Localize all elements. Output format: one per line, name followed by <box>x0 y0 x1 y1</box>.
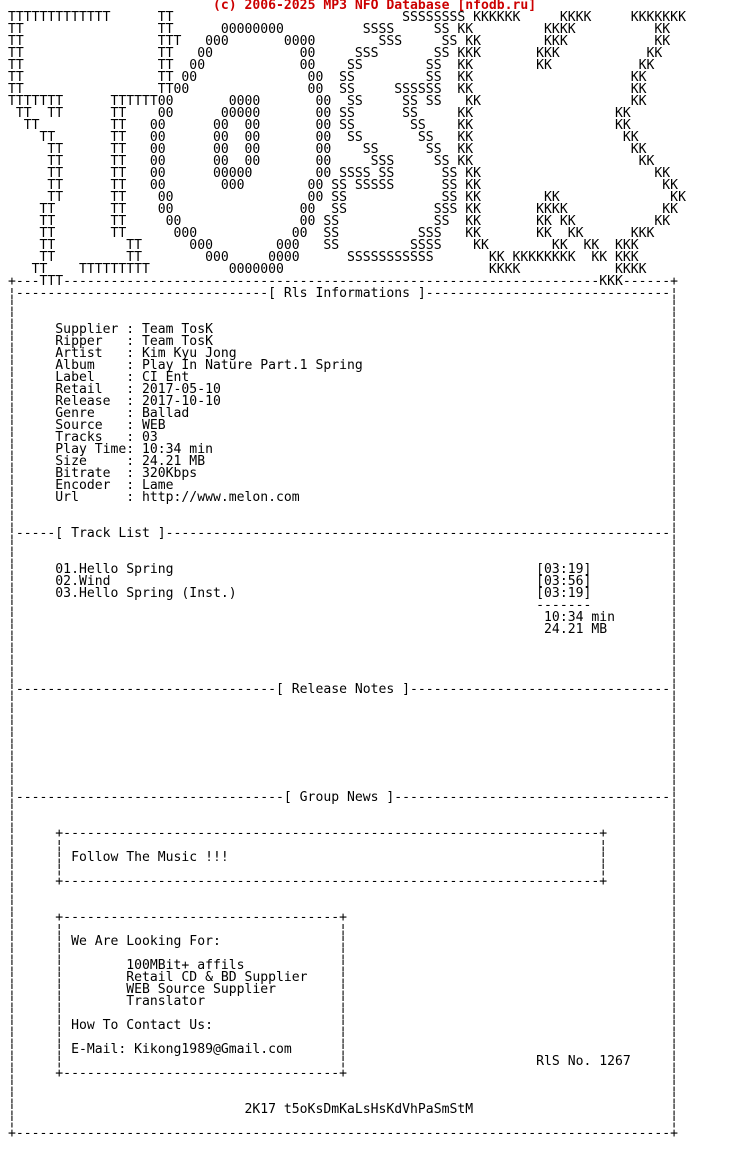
nfo-line: ¦ Artist : Kim Kyu Jong ¦ <box>8 346 679 361</box>
nfo-line: TT TT 00000000 SSSS SS KK KKKK KK <box>8 22 671 37</box>
nfo-line: ¦ ¦ <box>8 646 679 661</box>
nfo-line: ¦ Label : CI Ent ¦ <box>8 370 679 385</box>
nfo-line: +---TTT--------------------------------------------------------------------KKK------+ <box>8 274 679 289</box>
nfo-line: ¦ Album : Play In Nature Part.1 Spring ¦ <box>8 358 679 373</box>
nfo-line: ¦ ¦ <box>8 898 679 913</box>
nfo-line: ¦ ¦ <box>8 718 679 733</box>
nfo-line: ¦ ¦ <box>8 670 679 685</box>
nfo-line: +-----------------------------------------------------------------------------------+ <box>8 1126 679 1141</box>
nfo-line: ¦ ¦ <box>8 310 679 325</box>
nfo-line: ¦ ¦ Retail CD & BD Supplier ¦ ¦ <box>8 970 679 985</box>
nfo-line: ¦ ¦ <box>8 802 679 817</box>
nfo-line: ¦ ¦ <box>8 706 679 721</box>
nfo-line: ¦ ¦ WEB Source Supplier ¦ ¦ <box>8 982 679 997</box>
nfo-line: ¦---------------------------------[ Release Notes ]---------------------------------¦ <box>8 682 679 697</box>
nfo-line: TT TT 00 00000 00 SSSS SS SS KK KK <box>8 166 671 181</box>
nfo-line: ¦ ¦ We Are Looking For: ¦ ¦ <box>8 934 679 949</box>
nfo-line: TT TT TT 00 00000 00 SS SS KK KK <box>8 106 631 121</box>
nfo-line: ¦ ¦ <box>8 1090 679 1105</box>
nfo-line: ¦ Retail : 2017-05-10 ¦ <box>8 382 679 397</box>
nfo-line: ¦ Bitrate : 320Kbps ¦ <box>8 466 679 481</box>
nfo-line: ¦ ¦ <box>8 658 679 673</box>
nfo-line: ¦ ¦ Follow The Music !!! ¦ ¦ <box>8 850 679 865</box>
nfo-line: ¦ ¦ Translator ¦ ¦ <box>8 994 679 1009</box>
nfo-line: ¦ 2K17 t5oKsDmKaLsHsKdVhPaSmStM ¦ <box>8 1102 679 1117</box>
nfo-line: TT TT 00 00 SS SS KK KK KK KK <box>8 214 671 229</box>
nfo-line: ¦ ¦ <box>8 298 679 313</box>
nfo-line: ¦ ¦ ¦ ¦ <box>8 922 679 937</box>
nfo-line: ¦ ¦ <box>8 814 679 829</box>
nfo-line: ¦ ¦ ¦ ¦ <box>8 1030 679 1045</box>
nfo-line: ¦ ¦ <box>8 634 679 649</box>
nfo-line: TTTTTTTTTTTTT TT SSSSSSSS KKKKKK KKKK KKKKKKK <box>8 10 686 25</box>
nfo-line: ¦ Size : 24.21 MB ¦ <box>8 454 679 469</box>
nfo-line: TT TT 00 00 SS SS KK KK <box>8 70 647 85</box>
nfo-line: ¦--------------------------------[ Rls Informations ]-------------------------------¦ <box>8 286 679 301</box>
nfo-line: ¦ ¦ ¦ ¦ <box>8 862 679 877</box>
nfo-line: ¦ ¦ <box>8 514 679 529</box>
nfo-body <box>8 12 686 1140</box>
nfo-line: TT TTTTTTTTT 0000000 KKKK KKKK <box>8 262 647 277</box>
nfo-line: ¦ ¦ ¦ RlS No. 1267 ¦ <box>8 1054 679 1069</box>
nfo-line: ¦ 24.21 MB ¦ <box>8 622 679 637</box>
nfo-line: ¦ ¦ ¦ ¦ <box>8 1006 679 1021</box>
nfo-line: ¦ ¦ <box>8 1114 679 1129</box>
nfo-line: ¦ ¦ <box>8 766 679 781</box>
nfo-line: ¦ +-----------------------------------+ ¦ <box>8 910 679 925</box>
nfo-line: ¦ ------- ¦ <box>8 598 679 613</box>
nfo-line: ¦ Play Time: 10:34 min ¦ <box>8 442 679 457</box>
nfo-line: TT TT 000 00 SS SSS KK KK KK KKK <box>8 226 655 241</box>
nfo-line: ¦ Source : WEB ¦ <box>8 418 679 433</box>
nfo-document <box>8 0 686 1140</box>
nfo-line: TT TT 00 00 SS SS KK KK KK <box>8 58 655 73</box>
banner-copyright: (c) 2006-2025 MP3 NFO Database [nfodb.ru] <box>212 0 537 13</box>
nfo-line: TT TT 00 00 00 00 SS SS KK KK <box>8 118 631 133</box>
nfo-line: ¦ ¦ How To Contact Us: ¦ ¦ <box>8 1018 679 1033</box>
nfo-line: TT TT 00 00 SSS SS KKK KKK KK <box>8 46 663 61</box>
nfo-line: ¦ Tracks : 03 ¦ <box>8 430 679 445</box>
nfo-line: ¦ 10:34 min ¦ <box>8 610 679 625</box>
nfo-line: ¦ 03.Hello Spring (Inst.) [03:19] ¦ <box>8 586 679 601</box>
nfo-line: ¦----------------------------------[ Group News ]-----------------------------------¦ <box>8 790 679 805</box>
nfo-line: TT TTT 000 0000 SSS SS KK KKK KK <box>8 34 671 49</box>
nfo-line: ¦ 01.Hello Spring [03:19] ¦ <box>8 562 679 577</box>
nfo-line: ¦ ¦ <box>8 538 679 553</box>
nfo-line: ¦ 02.Wind [03:56] ¦ <box>8 574 679 589</box>
nfo-line: ¦ Ripper : Team TosK ¦ <box>8 334 679 349</box>
nfo-line: ¦ ¦ E-Mail: Kikong1989@Gmail.com ¦ ¦ <box>8 1042 679 1057</box>
nfo-line: ¦ ¦ <box>8 778 679 793</box>
nfo-line: ¦ Encoder : Lame ¦ <box>8 478 679 493</box>
nfo-line: ¦ +--------------------------------------------------------------------+ ¦ <box>8 826 679 841</box>
nfo-line: ¦ ¦ ¦ ¦ <box>8 946 679 961</box>
nfo-line: ¦-----[ Track List ]----------------------------------------------------------------¦ <box>8 526 679 541</box>
nfo-line: ¦ ¦ <box>8 742 679 757</box>
nfo-line: TT TT 00 00 00 00 SS SS KK KK <box>8 142 647 157</box>
nfo-line: ¦ ¦ <box>8 694 679 709</box>
nfo-line: ¦ Supplier : Team TosK ¦ <box>8 322 679 337</box>
nfo-line: ¦ ¦ <box>8 550 679 565</box>
nfo-line: TTTTTTT TTTTTT00 0000 00 SS SS SS KK KK <box>8 94 647 109</box>
nfo-line: TT TT 00 00 00 00 SSS SS KK KK <box>8 154 655 169</box>
nfo-line: TT TT 00 00 00 00 SS SS KK KK <box>8 130 639 145</box>
nfo-line: ¦ +--------------------------------------------------------------------+ ¦ <box>8 874 679 889</box>
nfo-line: ¦ ¦ 100MBit+ affils ¦ ¦ <box>8 958 679 973</box>
nfo-line: ¦ Url : http://www.melon.com ¦ <box>8 490 679 505</box>
nfo-line: TT TT 000 000 SS SSSS KK KK KK KKK <box>8 238 639 253</box>
nfo-line: ¦ ¦ ¦ ¦ <box>8 838 679 853</box>
nfo-line: ¦ ¦ <box>8 754 679 769</box>
nfo-line: TT TT 000 0000 SSSSSSSSSSS KK KKKKKKKK KK KKK <box>8 250 639 265</box>
nfo-line: ¦ ¦ <box>8 886 679 901</box>
nfo-line: TT TT 00 00 SS SS KK KK KK <box>8 190 686 205</box>
nfo-line: TT TT 00 000 00 SS SSSSS SS KK KK <box>8 178 679 193</box>
nfo-line: ¦ +-----------------------------------+ ¦ <box>8 1066 679 1081</box>
nfo-line: TT TT 00 00 SS SSS KK KKKK KK <box>8 202 679 217</box>
nfo-line: ¦ ¦ <box>8 730 679 745</box>
nfo-line: ¦ ¦ <box>8 1078 679 1093</box>
nfo-line: ¦ Release : 2017-10-10 ¦ <box>8 394 679 409</box>
nfo-line: ¦ ¦ <box>8 502 679 517</box>
nfo-line: TT TT00 00 SS SSSSSS KK KK <box>8 82 647 97</box>
nfo-line: ¦ Genre : Ballad ¦ <box>8 406 679 421</box>
